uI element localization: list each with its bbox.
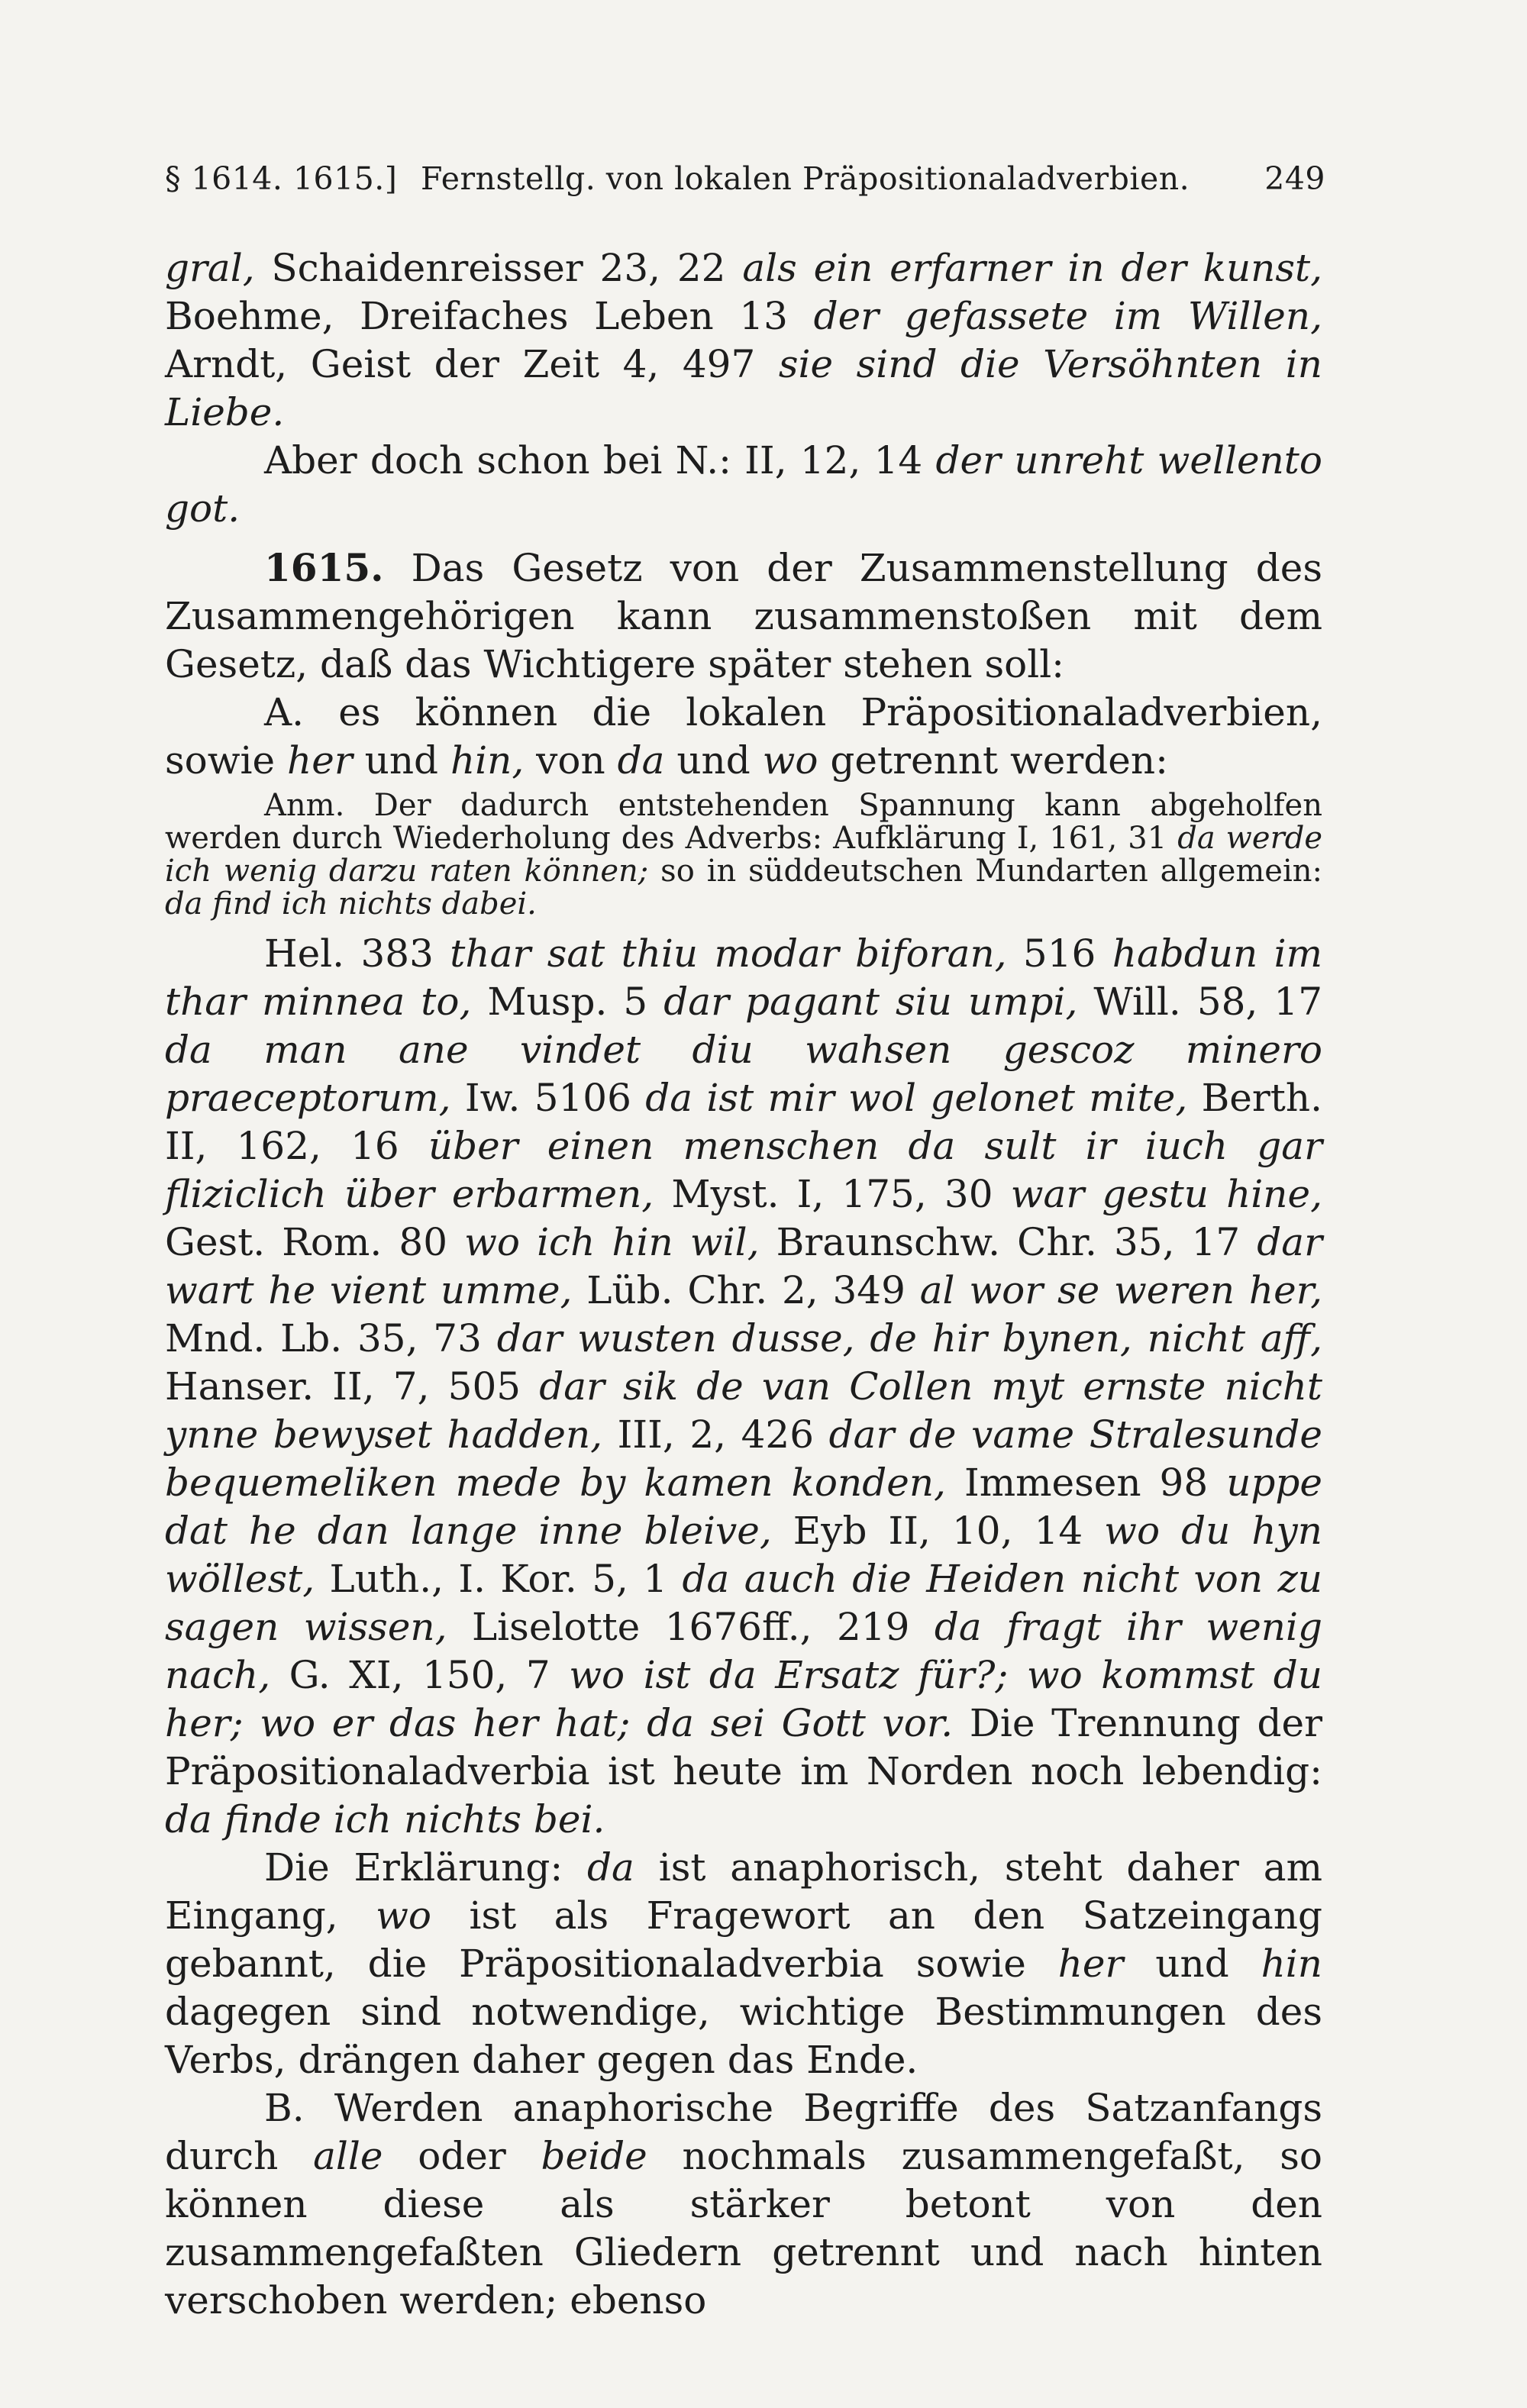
paragraph-1 [165, 244, 1322, 437]
paragraph-b [165, 2084, 1322, 2325]
keyword: wo [376, 1893, 431, 1938]
source-ref: Hel. 383 [264, 931, 450, 976]
citation-text: wo er das her hat; [260, 1701, 631, 1745]
keyword: wo [762, 738, 818, 783]
body-sentence: ist als Fragewort an den Satzeingang gebannt, die Präpositionaladverbia sowie [165, 1893, 1322, 1986]
citation-text: da man ane vindet diu wahsen gescoz minero praeceptorum, [165, 1028, 1322, 1120]
citation-text: wo ich hin wil, [464, 1220, 760, 1264]
body-sentence: Die Trennung der Präpositionaladverbia ist heute im Norden noch lebendig: [165, 1701, 1322, 1793]
citation-text: wo kommst du her; [165, 1653, 1322, 1745]
body-sentence: A. es können die lokalen Präpositionaladverbien, sowie [165, 690, 1322, 783]
citation-text: da find ich nichts dabei. [165, 886, 537, 922]
note-text: so in süddeutschen Mundarten allgemein: [648, 854, 1322, 889]
paragraph-a [165, 689, 1322, 785]
header-section: § 1614. 1615.] [165, 160, 398, 197]
source-ref: Musp. 5 [471, 980, 664, 1024]
citation-text: da fragt ihr wenig nach, [165, 1605, 1322, 1697]
spacer [165, 533, 1322, 544]
source-ref: III, 2, 426 [602, 1412, 829, 1457]
body-sentence: und [352, 738, 450, 783]
source-ref: Berth. II, 162, 16 [165, 1076, 1322, 1168]
paragraph-section-1615 [165, 544, 1322, 689]
source-ref: G. XI, 150, 7 [270, 1653, 570, 1697]
citation-text: dar de vame Stralesunde bequemeliken mede by kamen konden, [165, 1412, 1322, 1505]
keyword: alle [313, 2134, 383, 2178]
body-sentence: oder [383, 2134, 541, 2178]
source-ref: Gest. Rom. 80 [165, 1220, 465, 1264]
citation-text: dar wart he vient umme, [165, 1220, 1322, 1312]
paragraph-explanation [165, 1844, 1322, 2084]
body-sentence: ist anaphorisch, steht daher am Eingang, [165, 1845, 1322, 1938]
citation-text: da sei Gott vor. [647, 1701, 954, 1745]
source-ref: Schaidenreisser 23, 22 [254, 246, 743, 290]
body-sentence: und [1123, 1942, 1261, 1986]
citation-text: der unreht wellento got. [165, 438, 1322, 531]
source-ref: Immesen 98 [945, 1461, 1227, 1505]
body-sentence: von [524, 738, 618, 783]
source-ref: Eyb II, 10, 14 [771, 1509, 1105, 1553]
citation-text: wo ist da Ersatz für?; [569, 1653, 1009, 1697]
body-sentence: getrennt werden: [818, 738, 1168, 783]
citation-text: dar pagant siu umpi, [663, 980, 1078, 1024]
citation-text: sie sind die Versöhnten in Liebe. [165, 342, 1322, 434]
source-ref: Braunschw. Chr. 35, 17 [759, 1220, 1257, 1264]
source-ref: Hanser. II, 7, 505 [165, 1364, 540, 1409]
citation-text: als ein erfarner in der kunst, [742, 246, 1322, 290]
spacer-text [630, 1701, 647, 1745]
keyword: da [617, 738, 665, 783]
body-sentence: und [664, 738, 763, 783]
citation-text: war gestu hine, [1010, 1172, 1322, 1216]
section-number: 1615. [264, 545, 384, 590]
citation-text: über einen menschen da sult ir iuch gar fliziclich über erbarmen, [165, 1124, 1322, 1216]
citation-text: dar sik de van Collen myt ernste nicht ynne bewyset hadden, [165, 1364, 1322, 1457]
keyword: beide [541, 2134, 647, 2178]
body-sentence: dagegen sind notwendige, wichtige Bestimmungen des Verbs, drängen daher gegen das Ende. [165, 1990, 1322, 2082]
spacer-text [244, 1701, 260, 1745]
source-ref: Boehme, Dreifaches Leben 13 [165, 294, 814, 338]
citation-text: da ist mir wol gelonet mite, [645, 1076, 1188, 1120]
keyword: her [1057, 1942, 1124, 1986]
keyword: her [287, 738, 353, 783]
citation-text: thar sat thiu modar biforan, [450, 931, 1007, 976]
body-sentence: Die Erklärung: [264, 1845, 588, 1890]
citation-text: der gefassete im Willen, [813, 294, 1322, 338]
citation-text: dar wusten dusse, de hir bynen, nicht aff, [496, 1316, 1322, 1361]
source-ref: Arndt, Geist der Zeit 4, 497 [165, 342, 779, 386]
citation-text: da werde ich wenig darzu raten können; [165, 821, 1322, 889]
keyword: da [587, 1845, 634, 1890]
note-text: Anm. Der dadurch entstehenden Spannung kann abgeholfen werden durch Wiederholung des Adverbs: Aufklärung I, 161, 31 [165, 788, 1322, 856]
source-ref: Mnd. Lb. 35, 73 [165, 1316, 497, 1361]
header-title: Fernstellg. von lokalen Präpositionaladverbien. [421, 160, 1190, 197]
citation-text: gral, [165, 246, 255, 290]
citation-text: habdun im thar minnea to, [165, 931, 1322, 1024]
paragraph-2 [165, 437, 1322, 533]
paragraph-examples [165, 930, 1322, 1844]
body-sentence: nochmals zusammengefaßt, so können diese als stärker betont von den zusammengefaßten Gliedern getrennt und nach hinten verschoben werden; ebenso [165, 2134, 1322, 2322]
citation-text: da auch die Heiden nicht von zu sagen wissen, [165, 1557, 1322, 1649]
source-ref: Will. 58, 17 [1077, 980, 1323, 1024]
citation-text: da finde ich nichts bei. [165, 1797, 605, 1842]
body-sentence: Das Gesetz von der Zusammenstellung des Zusammengehörigen kann zusammenstoßen mit dem Gesetz, daß das Wichtigere später stehen soll: [165, 546, 1322, 686]
body-sentence: B. Werden anaphorische Begriffe des Satzanfangs durch [165, 2086, 1322, 2178]
source-ref: Myst. I, 175, 30 [654, 1172, 1011, 1216]
source-ref: Luth., I. Kor. 5, 1 [315, 1557, 683, 1601]
keyword: hin [1261, 1942, 1322, 1986]
spacer-text [1008, 1653, 1027, 1697]
citation-text: al wor se weren her, [919, 1268, 1322, 1312]
source-ref: Aber doch schon bei N.: II, 12, 14 [264, 438, 936, 483]
source-ref: Lüb. Chr. 2, 349 [572, 1268, 920, 1312]
source-ref: 516 [1006, 931, 1112, 976]
keyword: hin, [450, 738, 525, 783]
running-header [165, 160, 1325, 206]
page-number: 249 [1264, 160, 1325, 197]
body-text [165, 244, 1322, 2325]
annotation-note [165, 789, 1322, 921]
citation-text: wo du hyn wöllest, [165, 1509, 1322, 1601]
source-ref: Liselotte 1676ff., 219 [447, 1605, 935, 1649]
citation-text: uppe dat he dan lange inne bleive, [165, 1461, 1322, 1553]
source-ref: Iw. 5106 [450, 1076, 646, 1120]
